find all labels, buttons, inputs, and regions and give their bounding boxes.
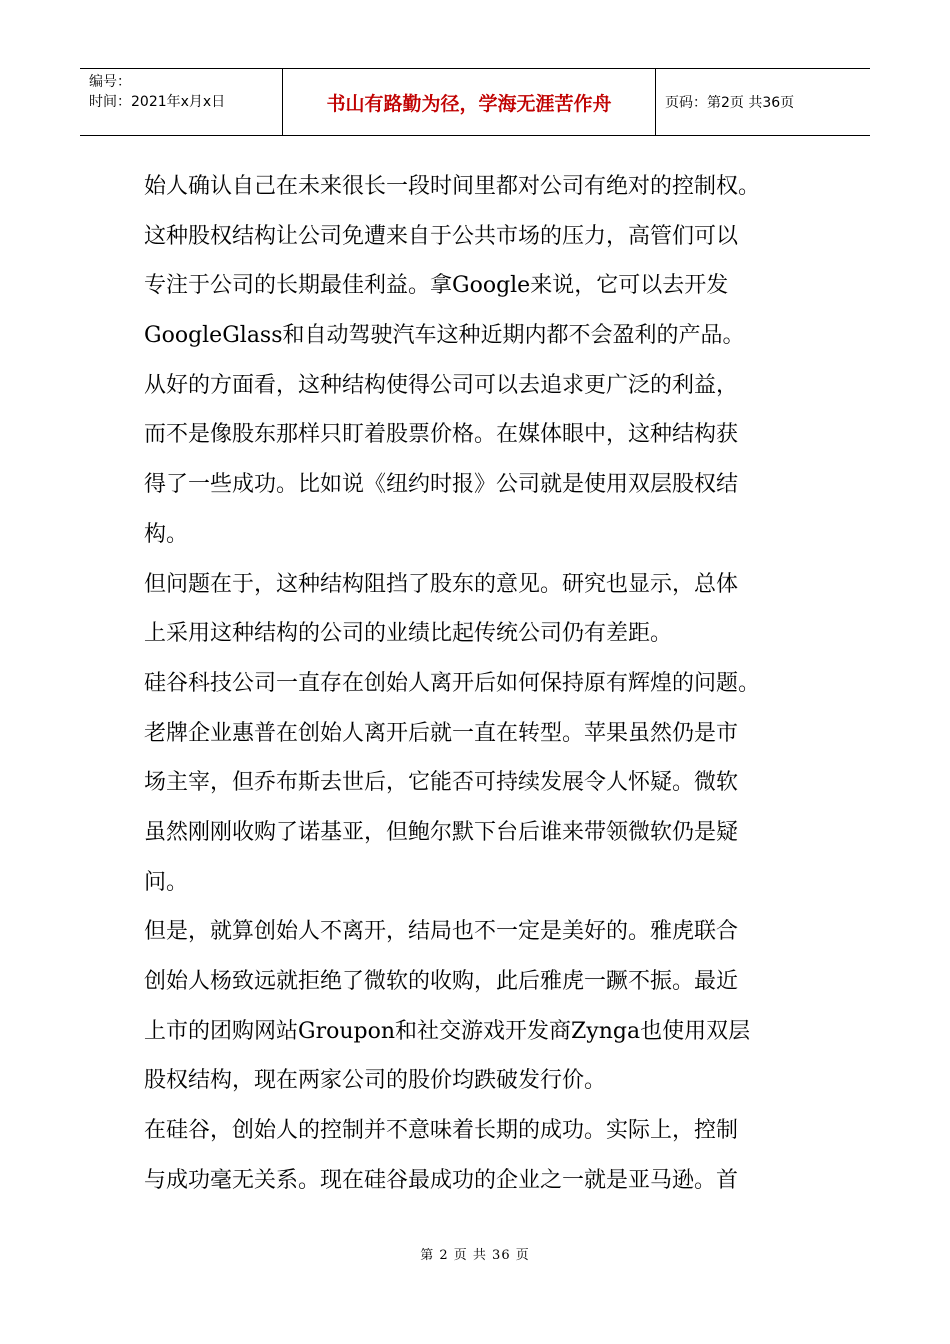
body-text-line: 上市的团购网站Groupon和社交游戏开发商Zynga也使用双层	[144, 1018, 751, 1044]
body-text-line: 构。	[144, 521, 189, 547]
body-text-line: 专注于公司的长期最佳利益。拿Google来说，它可以去开发	[144, 273, 729, 299]
body-text-line: 始人确认自己在未来很长一段时间里都对公司有绝对的控制权。	[144, 174, 761, 199]
document-date: 时间：2021年x月x日	[89, 94, 226, 110]
body-text-line: 场主宰，但乔布斯去世后，它能否可持续发展令人怀疑。微软	[144, 770, 739, 796]
page-footer: 第 2 页 共 36 页	[420, 1248, 530, 1263]
header-meta	[80, 69, 283, 135]
header-page-info: 页码：第2页 共36页	[665, 95, 795, 111]
header-motto: 书山有路勤为径，学海无涯苦作舟	[283, 69, 656, 135]
body-text-line: 在硅谷，创始人的控制并不意味着长期的成功。实际上，控制	[144, 1118, 739, 1144]
body-text-line: 与成功毫无关系。现在硅谷最成功的企业之一就是亚马逊。首	[144, 1167, 739, 1193]
body-text-line: 老牌企业惠普在创始人离开后就一直在转型。苹果虽然仍是市	[144, 720, 739, 746]
body-text-line: 上采用这种结构的公司的业绩比起传统公司仍有差距。	[144, 621, 673, 647]
body-text-line: 从好的方面看，这种结构使得公司可以去追求更广泛的利益，	[144, 372, 739, 398]
body-text-line: 虽然刚刚收购了诺基亚，但鲍尔默下台后谁来带领微软仍是疑	[144, 819, 739, 845]
body-text-line: 但是，就算创始人不离开，结局也不一定是美好的。雅虎联合	[144, 919, 739, 945]
body-text-line: 问。	[144, 869, 189, 895]
document-number-label: 编号：	[89, 74, 131, 90]
body-text-line: GoogleGlass和自动驾驶汽车这种近期内都不会盈利的产品。	[144, 323, 745, 349]
body-text-line: 创始人杨致远就拒绝了微软的收购，此后雅虎一蹶不振。最近	[144, 969, 739, 994]
body-text-line: 股权结构，现在两家公司的股价均跌破发行价。	[144, 1068, 607, 1094]
body-text-line: 而不是像股东那样只盯着股票价格。在媒体眼中，这种结构获	[144, 422, 739, 448]
document-body	[144, 162, 834, 1205]
body-text-line: 但问题在于，这种结构阻挡了股东的意见。研究也显示，总体	[144, 571, 739, 597]
body-text-line: 这种股权结构让公司免遭来自于公共市场的压力，高管们可以	[144, 223, 739, 249]
body-text-line: 得了一些成功。比如说《纽约时报》公司就是使用双层股权结	[144, 472, 739, 498]
body-text-line: 硅谷科技公司一直存在创始人离开后如何保持原有辉煌的问题。	[144, 670, 761, 696]
page-header	[80, 68, 870, 136]
